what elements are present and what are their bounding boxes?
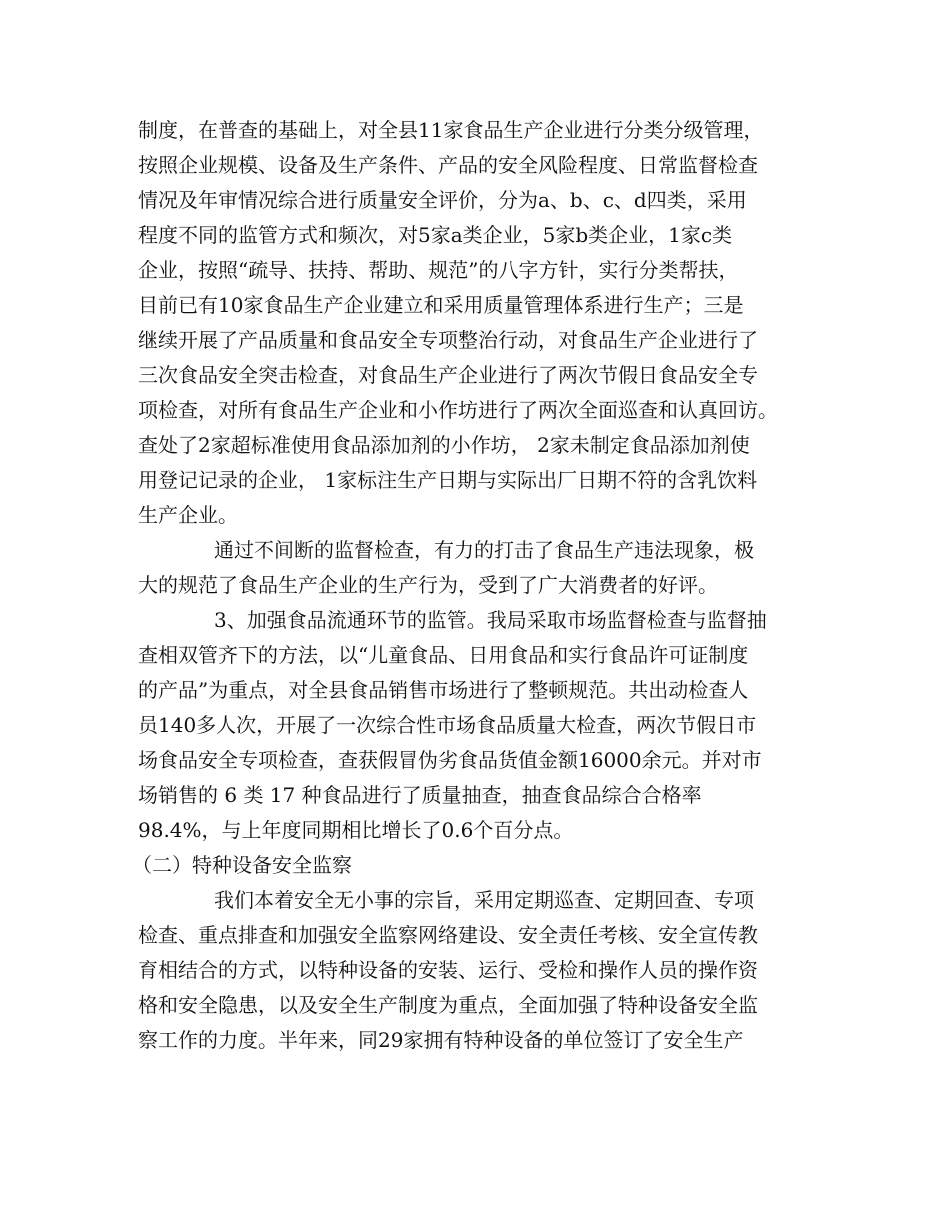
text-line: 项检查，对所有食品生产企业和小作坊进行了两次全面巡查和认真回访。 bbox=[138, 398, 778, 422]
text-line: 用登记记录的企业， 1家标注生产日期与实际出厂日期不符的含乳饮料 bbox=[138, 468, 758, 492]
text-line: 98.4%，与上年度同期相比增长了0.6个百分点。 bbox=[138, 818, 574, 842]
text-line: 员140多人次，开展了一次综合性市场食品质量大检查，两次节假日市 bbox=[138, 713, 757, 737]
text-line: 程度不同的监管方式和频次，对5家a类企业，5家b类企业，1家c类 bbox=[138, 223, 733, 247]
section-heading: （二）特种设备安全监察 bbox=[132, 853, 352, 877]
text-line: 格和安全隐患，以及安全生产制度为重点，全面加强了特种设备安全监 bbox=[138, 993, 758, 1017]
paragraph-first-line: 我们本着安全无小事的宗旨，采用定期巡查、定期回查、专项 bbox=[214, 888, 754, 912]
text-line: 检查、重点排查和加强安全监察网络建设、安全责任考核、安全宣传教 bbox=[138, 923, 758, 947]
text-line: 三次食品安全突击检查，对食品生产企业进行了两次节假日食品安全专 bbox=[138, 363, 758, 387]
text-line: 继续开展了产品质量和食品安全专项整治行动，对食品生产企业进行了 bbox=[138, 328, 758, 352]
text-line: 生产企业。 bbox=[138, 503, 238, 527]
body-text bbox=[132, 113, 814, 1058]
text-line: 察工作的力度。半年来，同29家拥有特种设备的单位签订了安全生产 bbox=[138, 1028, 744, 1052]
text-line: 按照企业规模、设备及生产条件、产品的安全风险程度、日常监督检查 bbox=[138, 153, 758, 177]
text-line: 制度，在普查的基础上，对全县11家食品生产企业进行分类分级管理， bbox=[138, 118, 764, 142]
text-line: 目前已有10家食品生产企业建立和采用质量管理体系进行生产；三是 bbox=[138, 293, 744, 317]
text-line: 大的规范了食品生产企业的生产行为，受到了广大消费者的好评。 bbox=[138, 573, 718, 597]
text-line: 育相结合的方式，以特种设备的安装、运行、受检和操作人员的操作资 bbox=[138, 958, 758, 982]
paragraph-first-line: 3、加强食品流通环节的监管。我局采取市场监督检查与监督抽 bbox=[214, 608, 767, 632]
text-line: 场销售的 6 类 17 种食品进行了质量抽查，抽查食品综合合格率 bbox=[138, 783, 702, 807]
text-line: 场食品安全专项检查，查获假冒伪劣食品货值金额16000余元。并对市 bbox=[138, 748, 762, 772]
text-line: 查处了2家超标准使用食品添加剂的小作坊， 2家未制定食品添加剂使 bbox=[138, 433, 750, 457]
text-line: 情况及年审情况综合进行质量安全评价，分为a、b、c、d四类，采用 bbox=[138, 188, 747, 212]
text-line: 企业，按照“疏导、扶持、帮助、规范”的八字方针，实行分类帮扶， bbox=[138, 258, 739, 282]
text-line: 的产品”为重点，对全县食品销售市场进行了整顿规范。共出动检查人 bbox=[138, 678, 749, 702]
text-line: 查相双管齐下的方法，以“儿童食品、日用食品和实行食品许可证制度 bbox=[138, 643, 749, 667]
paragraph-first-line: 通过不间断的监督检查，有力的打击了食品生产违法现象，极 bbox=[214, 538, 754, 562]
